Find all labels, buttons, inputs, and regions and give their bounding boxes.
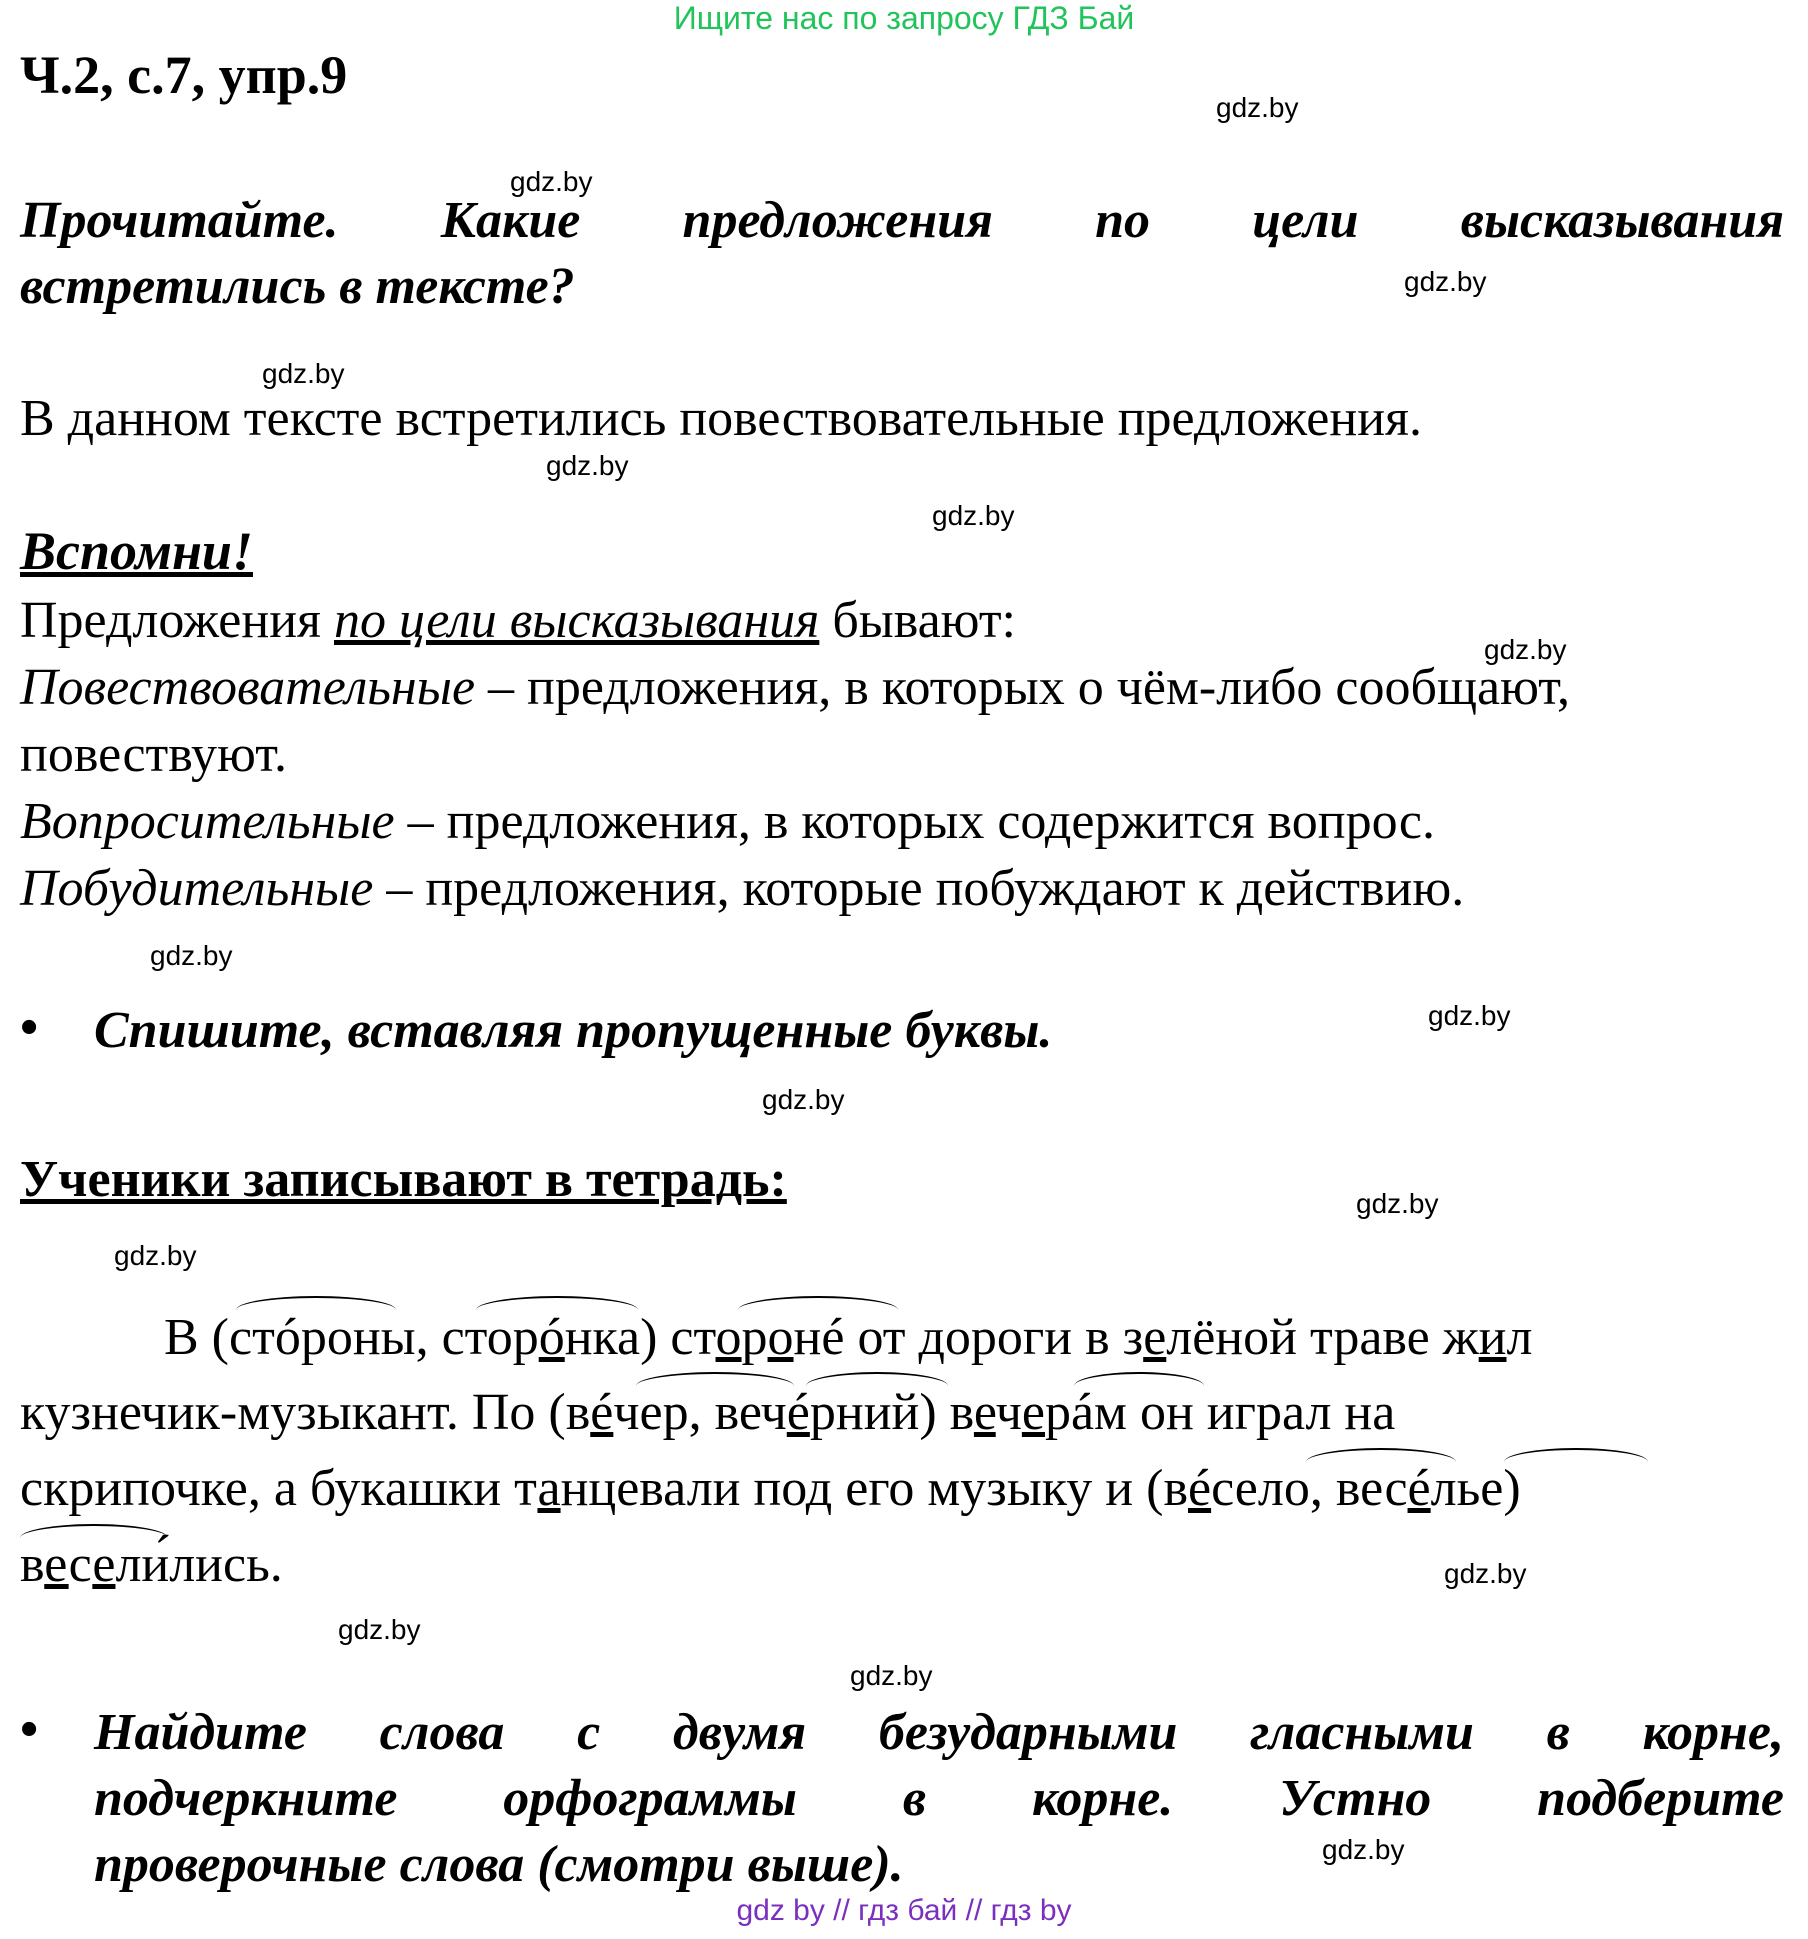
watermark: gdz.by xyxy=(510,166,593,197)
watermark: gdz.by xyxy=(150,940,233,971)
watermark: gdz.by xyxy=(1356,1188,1439,1219)
task-3-line-1: Найдите слова с двумя безударными гласными в корне, xyxy=(94,1704,1784,1761)
root-arc xyxy=(1504,1448,1648,1462)
task-1-line-1: Прочитайте. Какие предложения по цели высказывания xyxy=(20,192,1784,249)
exercise-line-1 xyxy=(164,1305,1532,1371)
text: В (ст xyxy=(164,1309,275,1366)
root-arc xyxy=(1074,1372,1204,1386)
task-1-line-2: встретились в тексте? xyxy=(20,258,575,315)
root-arc xyxy=(636,1372,794,1386)
definition-interrogative-term: Вопросительные xyxy=(20,793,395,850)
text: нé от дороги в з xyxy=(793,1309,1144,1366)
remember-intro xyxy=(20,588,1016,654)
watermark: gdz.by xyxy=(262,358,345,389)
root-arc xyxy=(806,1372,948,1386)
underlined-vowel: ó xyxy=(538,1309,565,1366)
watermark: gdz.by xyxy=(850,1660,933,1691)
text: рáм он играл на xyxy=(1044,1384,1396,1441)
definition-declarative xyxy=(20,655,1570,721)
remember-intro-prefix: Предложения xyxy=(20,592,334,649)
text: с xyxy=(68,1536,93,1593)
text: кузнечик-музыкант. По (в xyxy=(20,1384,591,1441)
footer-links[interactable]: gdz by // гдз бай // гдз by xyxy=(736,1894,1072,1927)
text: чер, веч xyxy=(613,1384,787,1441)
underlined-vowel: é xyxy=(590,1384,614,1441)
definition-declarative-cont: повествуют. xyxy=(20,726,288,783)
answer-1: В данном тексте встретились повествовательные предложения. xyxy=(20,390,1422,447)
watermark: gdz.by xyxy=(1444,1558,1527,1589)
underlined-vowel: о xyxy=(715,1309,742,1366)
text: нцевали под его музыку и (в xyxy=(560,1460,1188,1517)
underlined-vowel: é xyxy=(1188,1460,1212,1517)
remember-intro-suffix: бывают: xyxy=(819,592,1016,649)
definition-interrogative-text: – предложения, в которых содержится вопрос. xyxy=(394,793,1435,850)
remember-heading: Вспомни! xyxy=(20,521,253,581)
watermark: gdz.by xyxy=(1404,266,1487,297)
text: лёной траве ж xyxy=(1166,1309,1479,1366)
underlined-vowel: é xyxy=(786,1384,810,1441)
watermark: gdz.by xyxy=(762,1084,845,1115)
root-arc xyxy=(1306,1448,1456,1462)
text: в xyxy=(20,1536,45,1593)
root-arc xyxy=(738,1296,898,1310)
watermark: gdz.by xyxy=(1484,634,1567,665)
underlined-vowel: е xyxy=(44,1536,69,1593)
task-2-bullet: • xyxy=(20,999,39,1056)
task-3 xyxy=(94,1700,1784,1898)
text: лье) xyxy=(1430,1460,1521,1517)
root-arc xyxy=(236,1296,396,1310)
notebook-heading: Ученики записывают в тетрадь: xyxy=(20,1151,787,1208)
text: ч xyxy=(995,1384,1022,1441)
underlined-vowel: е xyxy=(1143,1309,1167,1366)
text: рний) в xyxy=(809,1384,974,1441)
task-3-line-2: подчеркните орфограммы в корне. Устно подберите xyxy=(94,1770,1784,1827)
exercise-line-4 xyxy=(20,1532,283,1598)
watermark: gdz.by xyxy=(1216,92,1299,123)
task-3-line-3: проверочные слова (смотри выше). xyxy=(94,1836,904,1893)
underlined-vowel: а xyxy=(537,1460,561,1517)
definition-interrogative xyxy=(20,789,1435,855)
underlined-vowel: е xyxy=(92,1536,116,1593)
text: роны, стор xyxy=(300,1309,539,1366)
watermark: gdz.by xyxy=(1322,1834,1405,1865)
underlined-vowel: е xyxy=(973,1384,996,1441)
root-arc xyxy=(476,1296,638,1310)
remember-intro-underlined: по цели высказывания xyxy=(333,592,820,649)
underlined-vowel: и xyxy=(1478,1309,1507,1366)
definition-declarative-term: Повествовательные xyxy=(20,659,476,716)
exercise-line-2 xyxy=(20,1380,1395,1446)
text: нка) ст xyxy=(564,1309,716,1366)
definition-declarative-text: – предложения, в которых о чём-либо сообщают, xyxy=(475,659,1571,716)
watermark: gdz.by xyxy=(546,450,629,481)
watermark: gdz.by xyxy=(114,1240,197,1271)
underlined-vowel: е xyxy=(1021,1384,1045,1441)
text: ли́лись. xyxy=(115,1536,283,1593)
watermark: gdz.by xyxy=(1428,1000,1511,1031)
task-1 xyxy=(20,188,1784,320)
definition-imperative-term: Побудительные xyxy=(20,860,374,917)
page-title: Ч.2, с.7, упр.9 xyxy=(20,45,348,105)
watermark: gdz.by xyxy=(932,500,1015,531)
stress-vowel: ó xyxy=(274,1309,301,1366)
definition-imperative xyxy=(20,856,1464,922)
text: р xyxy=(741,1309,768,1366)
task-3-bullet: • xyxy=(20,1701,39,1758)
task-2-text: Спишите, вставляя пропущенные буквы. xyxy=(94,1002,1053,1059)
exercise-line-3 xyxy=(20,1456,1521,1522)
underlined-vowel: é xyxy=(1407,1460,1431,1517)
top-banner[interactable]: Ищите нас по запросу ГДЗ Бай xyxy=(673,0,1135,36)
definition-imperative-text: – предложения, которые побуждают к действию. xyxy=(373,860,1465,917)
text: скрипочке, а букашки т xyxy=(20,1460,538,1517)
root-arc xyxy=(20,1524,168,1538)
text: л xyxy=(1506,1309,1533,1366)
underlined-vowel: о xyxy=(767,1309,794,1366)
watermark: gdz.by xyxy=(338,1614,421,1645)
text: село, вес xyxy=(1211,1460,1408,1517)
